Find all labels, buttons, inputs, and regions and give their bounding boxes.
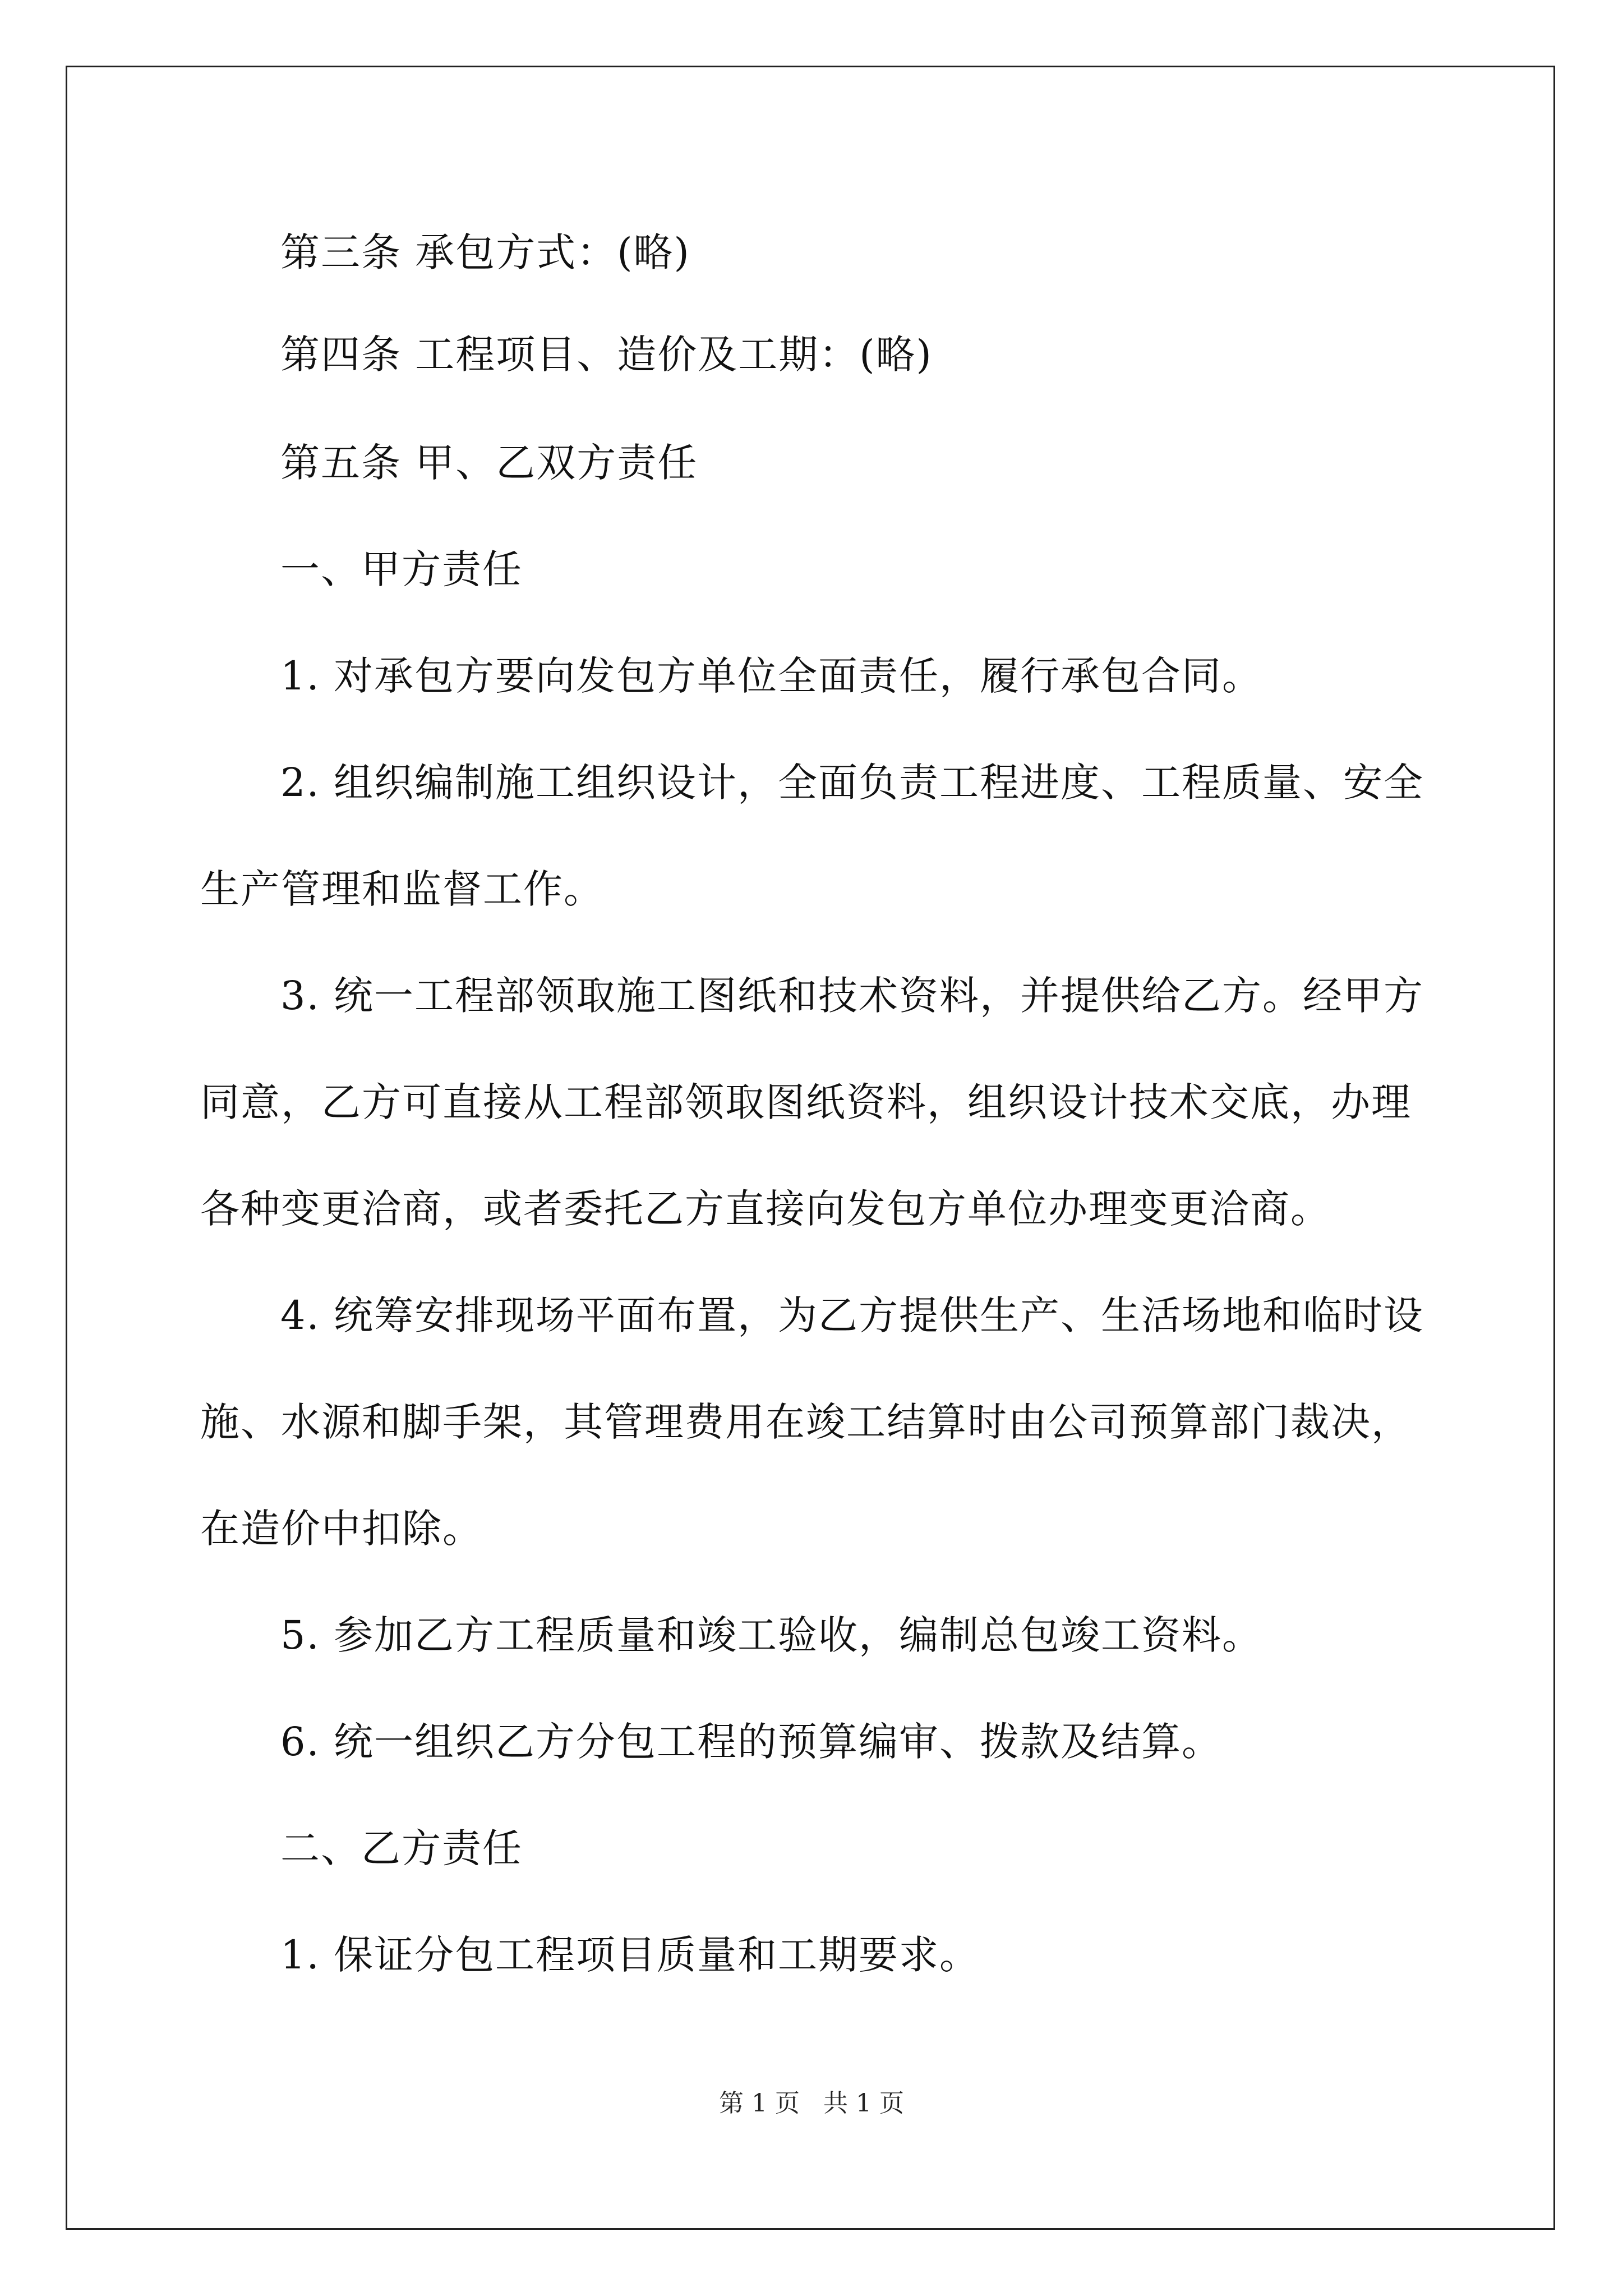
section-2-heading: 二、乙方责任 [280, 1825, 523, 1871]
article-4-line: 第四条 工程项目、造价及工期：(略) [280, 332, 933, 378]
party-a-item-4-line-1: 4. 统筹安排现场平面布置，为乙方提供生产、生活场地和临时设 [280, 1292, 1424, 1338]
party-a-item-3-line-1: 3. 统一工程部领取施工图纸和技术资料，并提供给乙方。经甲方 [280, 973, 1424, 1019]
article-3-line: 第三条 承包方式：(略) [280, 229, 690, 275]
page-border [66, 66, 1555, 2230]
party-a-item-5: 5. 参加乙方工程质量和竣工验收，编制总包竣工资料。 [280, 1612, 1263, 1658]
party-a-item-3-line-2: 同意，乙方可直接从工程部领取图纸资料，组织设计技术交底，办理 [200, 1079, 1412, 1125]
party-b-item-1: 1. 保证分包工程项目质量和工期要求。 [280, 1932, 980, 1978]
party-a-item-2-line-1: 2. 组织编制施工组织设计，全面负责工程进度、工程质量、安全 [280, 760, 1424, 806]
section-1-heading: 一、甲方责任 [280, 546, 523, 592]
party-a-item-6: 6. 统一组织乙方分包工程的预算编审、拨款及结算。 [280, 1719, 1223, 1765]
article-5-line: 第五条 甲、乙双方责任 [280, 440, 698, 486]
page-total: 共 1 页 [823, 2089, 904, 2118]
party-a-item-3-line-3: 各种变更洽商，或者委托乙方直接向发包方单位办理变更洽商。 [200, 1186, 1331, 1232]
page-footer [0, 2087, 1623, 2120]
party-a-item-4-line-2: 施、水源和脚手架，其管理费用在竣工结算时由公司预算部门裁决， [200, 1399, 1412, 1445]
page-number: 第 1 页 [719, 2089, 800, 2118]
party-a-item-4-line-3: 在造价中扣除。 [200, 1506, 483, 1552]
party-a-item-2-line-2: 生产管理和监督工作。 [200, 866, 604, 912]
party-a-item-1: 1. 对承包方要向发包方单位全面责任，履行承包合同。 [280, 653, 1263, 699]
